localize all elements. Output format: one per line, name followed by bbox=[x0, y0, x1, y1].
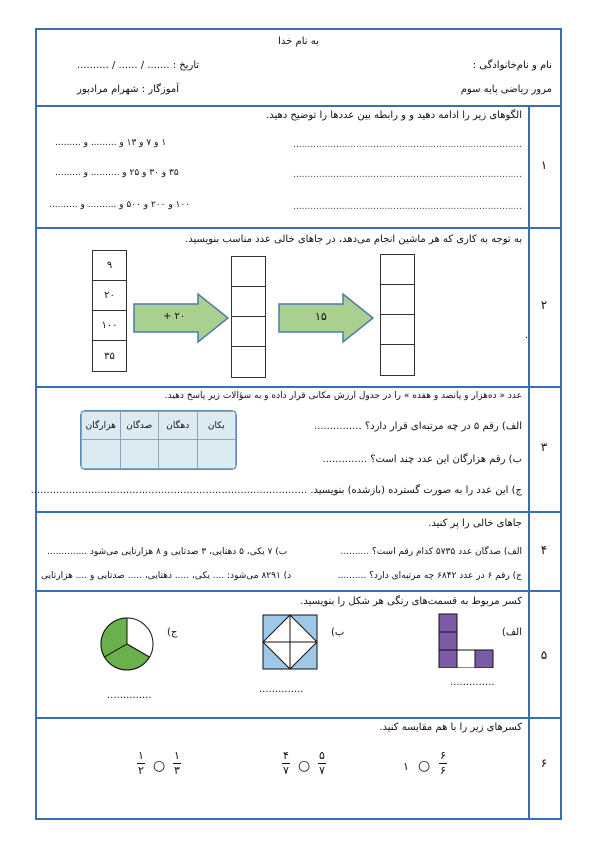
denominator: ۲ bbox=[138, 764, 144, 777]
teacher-name: آموزگار : شهرام مرادپور bbox=[77, 84, 180, 95]
q5-prompt: کسر مربوط به قسمت‌های رنگی هر شکل را بنویسید. bbox=[300, 596, 522, 607]
q1-pattern-1: ۱ و ۷ و ۱۳ و ......... و ......... bbox=[55, 138, 167, 148]
blank-cell[interactable] bbox=[232, 317, 265, 347]
pv-cell[interactable] bbox=[197, 440, 236, 469]
date-label: تاریخ : ....... / ...... / .......... bbox=[77, 60, 200, 71]
shape-a-answer[interactable]: .............. bbox=[450, 677, 495, 688]
pv-cell[interactable] bbox=[159, 440, 198, 469]
input-cell: ۹ bbox=[93, 251, 126, 281]
pv-cell[interactable] bbox=[82, 440, 121, 469]
compare-circle[interactable]: ○ bbox=[298, 758, 311, 774]
q3-question-b: ب) رقم هزارگان این عدد چند است؟ .............. bbox=[322, 454, 522, 465]
whole-number: ۱ bbox=[403, 760, 409, 773]
compare-circle[interactable]: ○ bbox=[153, 758, 166, 774]
machine-2-label: ۱۵ bbox=[315, 310, 327, 323]
pv-cell[interactable] bbox=[120, 440, 159, 469]
blank-cell[interactable] bbox=[232, 347, 265, 377]
shape-c-circle bbox=[99, 616, 155, 672]
fraction bbox=[137, 750, 145, 777]
shape-c-label: ج) bbox=[167, 627, 178, 638]
shape-b-answer[interactable]: .............. bbox=[259, 684, 304, 695]
input-column bbox=[92, 250, 127, 372]
question-number: ۳ bbox=[540, 440, 548, 454]
row-divider bbox=[37, 227, 560, 229]
shape-b-label: ب) bbox=[331, 627, 345, 638]
q1-answer-line[interactable]: ................................................................................ bbox=[293, 140, 522, 150]
pv-header: هزارگان bbox=[82, 412, 121, 440]
fraction bbox=[173, 750, 181, 777]
denominator: ۶ bbox=[440, 764, 446, 777]
subject-title: مرور ریاضی پایه سوم bbox=[460, 84, 552, 95]
blank-cell[interactable] bbox=[381, 285, 414, 315]
pv-header: یکان bbox=[197, 412, 236, 440]
q3-question-a: الف) رقم ۵ در چه مرتبه‌ای قرار دارد؟ ............... bbox=[313, 421, 522, 432]
output-column bbox=[380, 254, 415, 376]
row-divider bbox=[37, 717, 560, 719]
q4-question-b: ب) ۷ یکی، ۵ دهتایی، ۳ صدتایی و ۸ هزارتایی می‌شود .............. bbox=[47, 547, 288, 557]
row-divider bbox=[37, 511, 560, 513]
input-cell: ۲۰ bbox=[93, 281, 126, 311]
compare-circle[interactable]: ○ bbox=[418, 758, 431, 774]
place-value-table bbox=[80, 410, 237, 470]
denominator: ۷ bbox=[283, 764, 289, 777]
q6-prompt: کسرهای زیر را با هم مقایسه کنید. bbox=[379, 722, 522, 733]
row-divider bbox=[37, 590, 560, 592]
shape-b-square bbox=[262, 614, 318, 670]
input-cell: ۳۵ bbox=[104, 350, 115, 362]
q1-answer-line[interactable]: ................................................................................ bbox=[293, 202, 522, 212]
blank-cell[interactable] bbox=[381, 315, 414, 345]
row-divider bbox=[37, 386, 560, 388]
row-divider bbox=[37, 105, 560, 107]
shape-a-grid bbox=[437, 612, 497, 668]
numerator: ۱ bbox=[174, 749, 180, 762]
denominator: ۷ bbox=[319, 764, 325, 777]
denominator: ۳ bbox=[174, 764, 180, 777]
machine-1-label: + ۲۰ bbox=[163, 311, 186, 322]
numerator: ۶ bbox=[440, 749, 446, 762]
q4-question-c: ج) رقم ۶ در عدد ۶۸۴۲ چه مرتبه‌ای دارد؟ .......... bbox=[337, 571, 522, 581]
blank-cell[interactable] bbox=[232, 287, 265, 317]
question-number: ۵ bbox=[540, 648, 548, 662]
q3-prompt: عدد « ده‌هزار و پانصد و هفده » را در جدول ارزش مکانی قرار داده و به سؤالات زیر پاسخ دهید. bbox=[164, 391, 522, 401]
q4-prompt: جاهای خالی را پر کنید. bbox=[428, 518, 522, 529]
shape-a-label: الف) bbox=[501, 627, 522, 638]
numerator: ۵ bbox=[319, 749, 325, 762]
bismillah: به نام خدا bbox=[278, 36, 319, 47]
fraction bbox=[439, 750, 447, 777]
q4-question-d: د) ۸۲۹۱ می‌شود: .... یکی، ..... دهتایی، ..... صدتایی و .... هزارتایی bbox=[41, 571, 292, 581]
shape-c-answer[interactable]: .............. bbox=[107, 690, 152, 701]
middle-column bbox=[231, 256, 266, 378]
blank-cell[interactable] bbox=[381, 345, 414, 375]
question-number: ۱ bbox=[540, 158, 548, 172]
worksheet bbox=[30, 28, 562, 820]
q2-prompt: به توجه به کاری که هر ماشین انجام می‌دهد، در جاهای خالی عدد مناسب بنویسید. bbox=[185, 234, 522, 245]
q3-question-c: ج) این عدد را به صورت گسترده (بازشده) بنویسید. ....................................................................................... bbox=[30, 485, 522, 496]
q1-pattern-3: ۱۰۰ و ۲۰۰ و ۵۰۰ و .......... و .......... bbox=[49, 200, 191, 210]
question-number: ۴ bbox=[540, 543, 548, 557]
student-name-label: نام و نام‌خانوادگی : bbox=[472, 60, 552, 71]
pv-header: دهگان bbox=[159, 412, 198, 440]
question-number: ۶ bbox=[540, 756, 548, 770]
q1-prompt: الگوهای زیر را ادامه دهید و و رابطه بین عددها را توضیح دهید. bbox=[266, 110, 522, 121]
numerator: ۱ bbox=[138, 749, 144, 762]
blank-cell[interactable] bbox=[232, 257, 265, 287]
numerator: ۴ bbox=[283, 749, 289, 762]
pv-header: صدگان bbox=[120, 412, 159, 440]
fraction bbox=[318, 750, 326, 777]
fraction bbox=[282, 750, 290, 777]
number-column-divider bbox=[528, 105, 530, 818]
blank-cell[interactable] bbox=[381, 255, 414, 285]
q4-question-a: الف) صدگان عدد ۵۷۳۵ کدام رقم است؟ .......... bbox=[340, 547, 522, 557]
stray-dot: . bbox=[525, 330, 529, 341]
q1-pattern-2: ۳۵ و ۳۰ و ۲۵ و .......... و ......... bbox=[55, 168, 179, 178]
question-number: ۲ bbox=[540, 298, 548, 312]
input-cell: ۱۰۰ bbox=[93, 311, 126, 341]
q1-answer-line[interactable]: ................................................................................ bbox=[293, 170, 522, 180]
